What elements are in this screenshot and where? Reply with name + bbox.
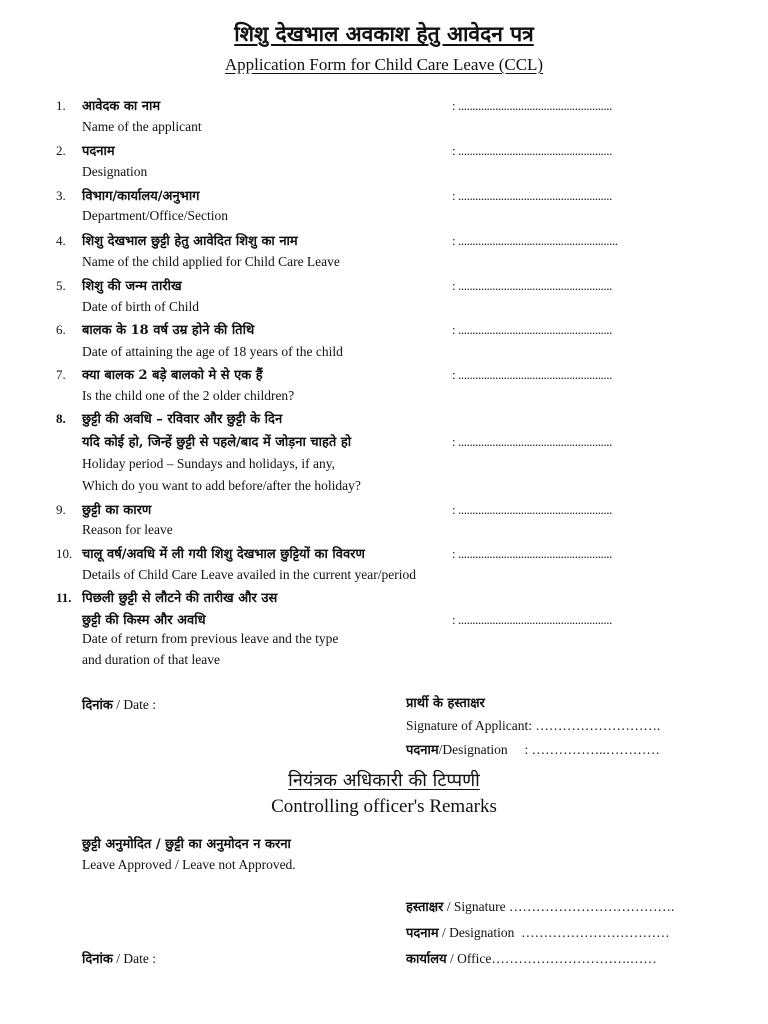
field-blank[interactable]: : ...................................................... xyxy=(452,546,612,561)
field-blank[interactable]: : ...................................................... xyxy=(452,322,612,337)
field-label-hindi: बालक के 18 वर्ष उम्र होने की तिथि xyxy=(82,323,255,338)
designation-label-hindi: पदनाम xyxy=(406,926,439,941)
field-label-hindi: चालू वर्ष/अवधि में ली गयी शिशु देखभाल छुट्टियों का विवरण xyxy=(82,547,365,562)
date-label-english: / Date : xyxy=(112,951,156,966)
field-label-english-line2: and duration of that leave xyxy=(82,652,220,667)
field-label-english-line2: Which do you want to add before/after the holiday? xyxy=(82,478,361,493)
designation-label-hindi: पदनाम xyxy=(406,743,439,758)
field-label-english: Holiday period – Sundays and holidays, if any, xyxy=(82,456,335,471)
field-number: 10. xyxy=(56,546,73,561)
field-label-hindi: आवेदक का नाम xyxy=(82,99,161,114)
field-label-english: Is the child one of the 2 older children? xyxy=(82,388,295,403)
field-blank[interactable]: : ...................................................... xyxy=(452,502,612,517)
field-blank[interactable]: : ........................................................ xyxy=(452,233,618,248)
form-title-english: Application Form for Child Care Leave (CCL) xyxy=(224,55,544,74)
field-blank[interactable]: : ...................................................... xyxy=(452,612,612,627)
applicant-date-field[interactable] xyxy=(82,695,156,713)
field-number: 2. xyxy=(56,143,66,158)
officer-office-field[interactable] xyxy=(406,949,657,967)
field-label-hindi: छुट्टी का कारण xyxy=(82,503,152,518)
field-blank[interactable]: : ...................................................... xyxy=(452,367,612,382)
officer-signature-field[interactable] xyxy=(406,897,674,915)
field-blank[interactable]: : ...................................................... xyxy=(452,98,612,113)
field-number: 4. xyxy=(56,233,66,248)
approval-label-hindi: छुट्टी अनुमोदित / छुट्टी का अनुमोदन न करना xyxy=(82,837,291,852)
field-blank[interactable]: : ...................................................... xyxy=(452,188,612,203)
field-number: 6. xyxy=(56,322,66,337)
office-label-hindi: कार्यालय xyxy=(406,952,447,967)
field-label-hindi-line2: छुट्टी की किस्म और अवधि xyxy=(82,613,206,628)
approval-label-english[interactable]: Leave Approved / Leave not Approved. xyxy=(82,857,296,872)
signature-label-hindi: हस्ताक्षर xyxy=(406,900,444,915)
field-blank[interactable]: : ...................................................... xyxy=(452,143,612,158)
officer-designation-field[interactable] xyxy=(406,923,670,941)
date-label-english: / Date : xyxy=(112,697,156,712)
field-label-english: Details of Child Care Leave availed in the current year/period xyxy=(82,567,416,582)
remarks-heading-english: Controlling officer's Remarks xyxy=(271,796,497,817)
field-label-hindi: शिशु की जन्म तारीख xyxy=(82,279,182,294)
field-label-hindi: शिशु देखभाल छुट्टी हेतु आवेदित शिशु का नाम xyxy=(82,234,298,249)
applicant-signature-field[interactable]: Signature of Applicant: ………………………. xyxy=(406,718,661,733)
form-title-hindi: शिशु देखभाल अवकाश हेतु आवेदन पत्र xyxy=(234,21,534,46)
field-label-english: Department/Office/Section xyxy=(82,208,228,223)
field-label-english: Name of the child applied for Child Care Leave xyxy=(82,254,340,269)
field-label-english: Date of birth of Child xyxy=(82,299,199,314)
signature-label-english: / Signature ………………………………. xyxy=(443,899,675,914)
field-label-english: Name of the applicant xyxy=(82,119,202,134)
field-number: 8. xyxy=(56,411,66,426)
applicant-designation-field[interactable] xyxy=(406,740,660,758)
date-label-hindi: दिनांक xyxy=(82,952,113,967)
applicant-signature-heading: प्रार्थी के हस्ताक्षर xyxy=(406,696,485,711)
field-number: 9. xyxy=(56,502,66,517)
field-blank[interactable]: : ...................................................... xyxy=(452,434,612,449)
officer-date-field[interactable] xyxy=(82,949,156,967)
field-number: 5. xyxy=(56,278,66,293)
designation-label-english: /Designation : ……………..………… xyxy=(438,742,660,757)
office-label-english: / Office………………………….…… xyxy=(446,951,657,966)
field-label-hindi: विभाग/कार्यालय/अनुभाग xyxy=(82,189,200,204)
field-number: 11. xyxy=(56,590,72,605)
designation-label-english: / Designation …………………………… xyxy=(438,925,670,940)
field-label-english: Reason for leave xyxy=(82,522,173,537)
field-label-hindi: क्या बालक 2 बड़े बालको मे से एक हैं xyxy=(82,368,263,383)
field-blank[interactable]: : ...................................................... xyxy=(452,278,612,293)
date-label-hindi: दिनांक xyxy=(82,698,113,713)
field-number: 3. xyxy=(56,188,66,203)
field-number: 1. xyxy=(56,98,66,113)
field-label-hindi: पदनाम xyxy=(82,144,115,159)
field-label-hindi-line2: यदि कोई हो, जिन्हें छुट्टी से पहले/बाद में जोड़ना चाहते हो xyxy=(82,435,352,450)
field-label-english: Date of return from previous leave and the type xyxy=(82,631,339,646)
field-label-hindi: छुट्टी की अवधि – रविवार और छुट्टी के दिन xyxy=(82,412,283,427)
field-label-english: Designation xyxy=(82,164,148,179)
field-label-hindi: पिछली छुट्टी से लौटने की तारीख और उस xyxy=(82,591,278,606)
remarks-heading-hindi: नियंत्रक अधिकारी की टिप्पणी xyxy=(288,770,480,791)
field-label-english: Date of attaining the age of 18 years of the child xyxy=(82,344,343,359)
field-number: 7. xyxy=(56,367,66,382)
